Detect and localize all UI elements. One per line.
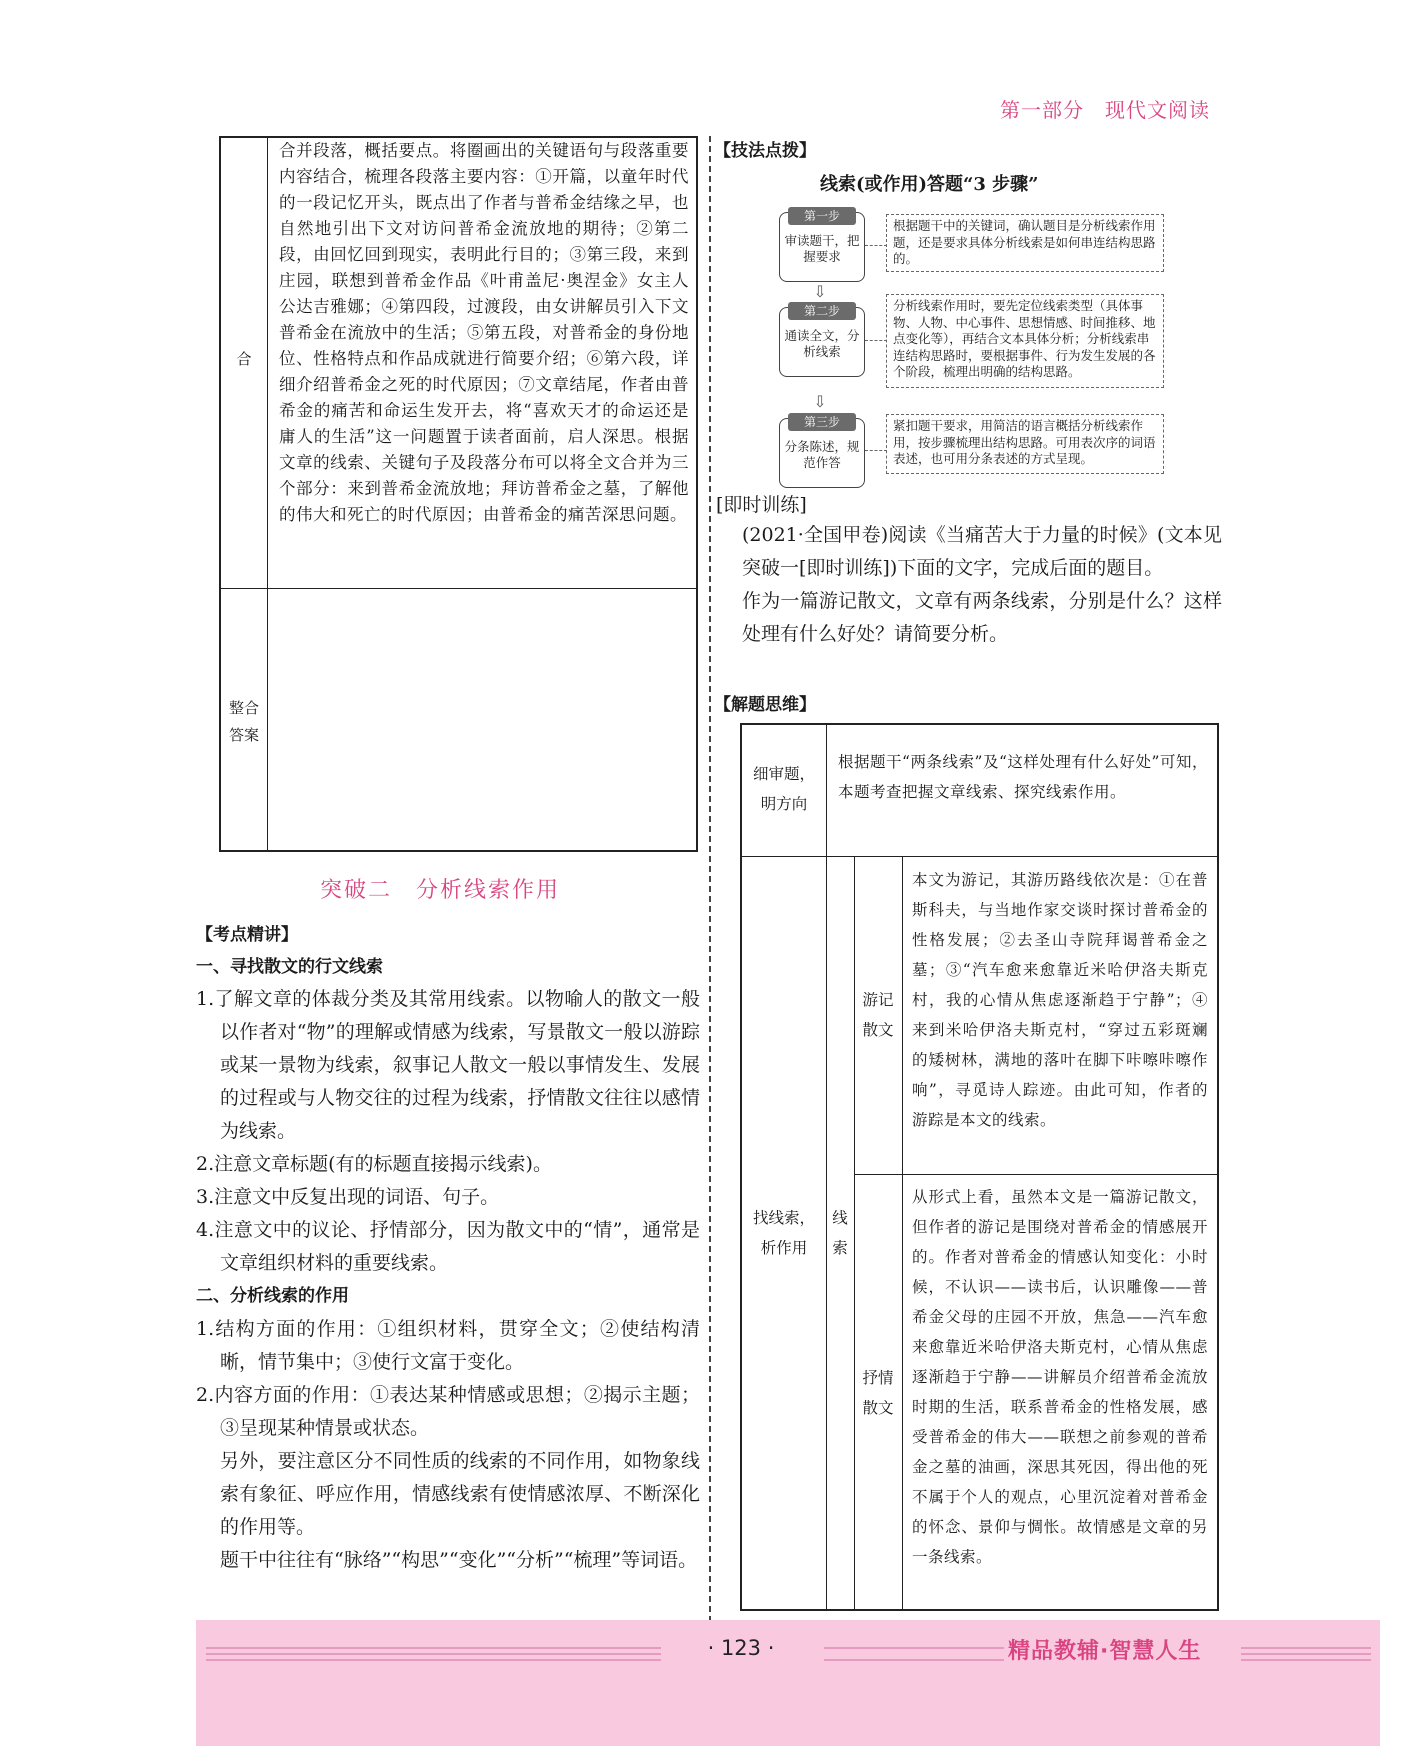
jishi-para-1: (2021·全国甲卷)阅读《当痛苦大于力量的时候》(文本见突破一[即时训练])下面的文字，完成后面的题目。	[742, 524, 1222, 579]
kaodian-item-5: 1.结构方面的作用：①组织材料，贯穿全文；②使结构清晰，情节集中；③使行文富于变化。	[196, 1318, 700, 1373]
sub-b-label: 抒情散文	[862, 1369, 894, 1417]
kaodian-heading: 【考点精讲】	[196, 925, 298, 945]
page-number: · 123 ·	[707, 1636, 775, 1660]
jifa-heading: 【技法点拨】	[714, 141, 816, 161]
he-text: 合并段落，概括要点。将圈画出的关键语句与段落重要内容结合，梳理各段落主要内容：①开篇，以童年时代的一段记忆开头，既点出了作者与普希金结缘之早，也自然地引出下文对访问普希金流放地的期待；②第二段，由回忆回到现实，表明此行目的；③第三段，来到庄园，联想到普希金作品《叶甫盖尼·奥涅金》女主人公达吉雅娜；④第四段，过渡段，由女讲解员引入下文普希金在流放中的生活；⑤第五段，对普希金的身份地位、性格特点和作品成就进行简要介绍；⑥第六段，详细介绍普希金之死的时代原因；⑦文章结尾，作者由普希金的痛苦和命运生发开去，将“喜欢天才的命运还是庸人的生活”这一问题置于读者面前，启人深思。根据文章的线索、关键句子及段落分布可以将全文合并为三个部分：来到普希金流放地；拜访普希金之墓，了解他的伟大和死亡的时代原因；由普希金的痛苦深思问题。	[279, 141, 689, 524]
he-table	[219, 136, 698, 852]
footer-slogan: 精品教辅·智慧人生	[1008, 1639, 1202, 1664]
step-3-tag: 第三步	[788, 413, 856, 431]
footer-band	[196, 1620, 1380, 1746]
jishi-heading: [即时训练]	[716, 494, 807, 516]
kaodian-sub2: 二、分析线索的作用	[196, 1286, 349, 1306]
jishi-body	[742, 519, 1222, 651]
jieti-table	[740, 723, 1219, 1611]
section-title: 突破二 分析线索作用	[320, 878, 561, 903]
step-1-box	[779, 209, 865, 282]
zhenghe-label: 整合 答案	[228, 699, 259, 744]
kaodian-item-1: 1.了解文章的体裁分类及其常用线索。以物喻人的散文一般以作者对“物”的理解或情感为线索，写景散文一般以游踪或某一景物为线索，叙事记人散文一般以事情发生、发展的过程或与人物交往的过程为线索，抒情散文往往以感情为线索。	[196, 988, 700, 1142]
down-arrow-icon: ⇩	[813, 282, 827, 301]
step-1-tag: 第一步	[788, 207, 856, 225]
column-divider	[709, 136, 711, 1632]
row2-sub: 线索	[832, 1209, 848, 1257]
kaodian-item-6: 2.内容方面的作用：①表达某种情感或思想；②揭示主题；③呈现某种情景或状态。	[196, 1384, 700, 1439]
kaodian-para-1: 另外，要注意区分不同性质的线索的不同作用，如物象线索有象征、呼应作用，情感线索有使情感浓厚、不断深化的作用等。	[220, 1450, 700, 1538]
running-header: 第一部分 现代文阅读	[1000, 98, 1210, 122]
sub-b-text: 从形式上看，虽然本文是一篇游记散文，但作者的游记是围绕对普希金的情感展开的。作者对普希金的情感认知变化：小时候，不认识——读书后，认识雕像——普希金父母的庄园不开放，焦急——汽车愈来愈靠近米哈伊洛夫斯克村，心情从焦虑逐渐趋于宁静——讲解员介绍普希金流放时期的生活，联系普希金的性格发展，感受普希金的伟大——联想之前参观的普希金之墓的油画，深思其死因，得出他的死不属于个人的观点，心里沉淀着对普希金的怀念、景仰与惆怅。故情感是文章的另一条线索。	[912, 1188, 1208, 1566]
step-2-desc: 分析线索作用时，要先定位线索类型（具体事物、人物、中心事件、思想情感、时间推移、地点变化等），再结合文本具体分析；分析线索串连结构思路时，要根据事件、行为发生发展的各个阶段，梳理出明确的结构思路。	[886, 294, 1164, 388]
row1-label: 细审题，明方向	[752, 765, 815, 813]
sub-a-label: 游记散文	[862, 991, 894, 1039]
kaodian-item-3: 3.注意文中反复出现的词语、句子。	[196, 1186, 500, 1208]
sub-a-text: 本文为游记，其游历路线依次是：①在普斯科夫，与当地作家交谈时探讨普希金的性格发展；②去圣山寺院拜谒普希金之墓；③“汽车愈来愈靠近米哈伊洛夫斯克村，我的心情从焦虑逐渐趋于宁静”；④来到米哈伊洛夫斯克村，“穿过五彩斑斓的矮树林，满地的落叶在脚下咔嚓咔嚓作响”，寻觅诗人踪迹。由此可知，作者的游踪是本文的线索。	[912, 871, 1208, 1129]
row1-text: 根据题干“两条线索”及“这样处理有什么好处”可知，本题考查把握文章线索、探究线索作用。	[838, 753, 1208, 801]
kaodian-item-2: 2.注意文章标题(有的标题直接揭示线索)。	[196, 1153, 552, 1175]
kaodian-body	[196, 983, 700, 1577]
kaodian-sub1: 一、寻找散文的行文线索	[196, 957, 383, 977]
step-2-label: 通读全文，分析线索	[784, 328, 860, 359]
step-3-desc: 紧扣题干要求，用简洁的语言概括分析线索作用，按步骤梳理出结构思路。可用表次序的词语表述，也可用分条表述的方式呈现。	[886, 414, 1164, 474]
jieti-heading: 【解题思维】	[714, 695, 816, 715]
step-3-label: 分条陈述，规范作答	[784, 439, 860, 470]
he-label: 合	[236, 350, 252, 368]
row2-label: 找线索，析作用	[752, 1209, 815, 1257]
kaodian-item-4: 4.注意文中的议论、抒情部分，因为散文中的“情”，通常是文章组织材料的重要线索。	[196, 1219, 700, 1274]
step-1-label: 审读题干，把握要求	[784, 233, 860, 264]
step-1-desc: 根据题干中的关键词，确认题目是分析线索作用题，还是要求具体分析线索是如何串连结构思路的。	[886, 214, 1164, 272]
step-2-tag: 第二步	[788, 302, 856, 320]
kaodian-para-2: 题干中往往有“脉络”“构思”“变化”“分析”“梳理”等词语。	[220, 1549, 698, 1571]
jishi-para-2: 作为一篇游记散文，文章有两条线索，分别是什么？这样处理有什么好处？请简要分析。	[742, 590, 1222, 645]
down-arrow-icon: ⇩	[813, 392, 827, 411]
step-2-box	[779, 304, 865, 377]
step-3-box	[779, 415, 865, 488]
jifa-title: 线索(或作用)答题“3 步骤”	[820, 174, 1039, 195]
